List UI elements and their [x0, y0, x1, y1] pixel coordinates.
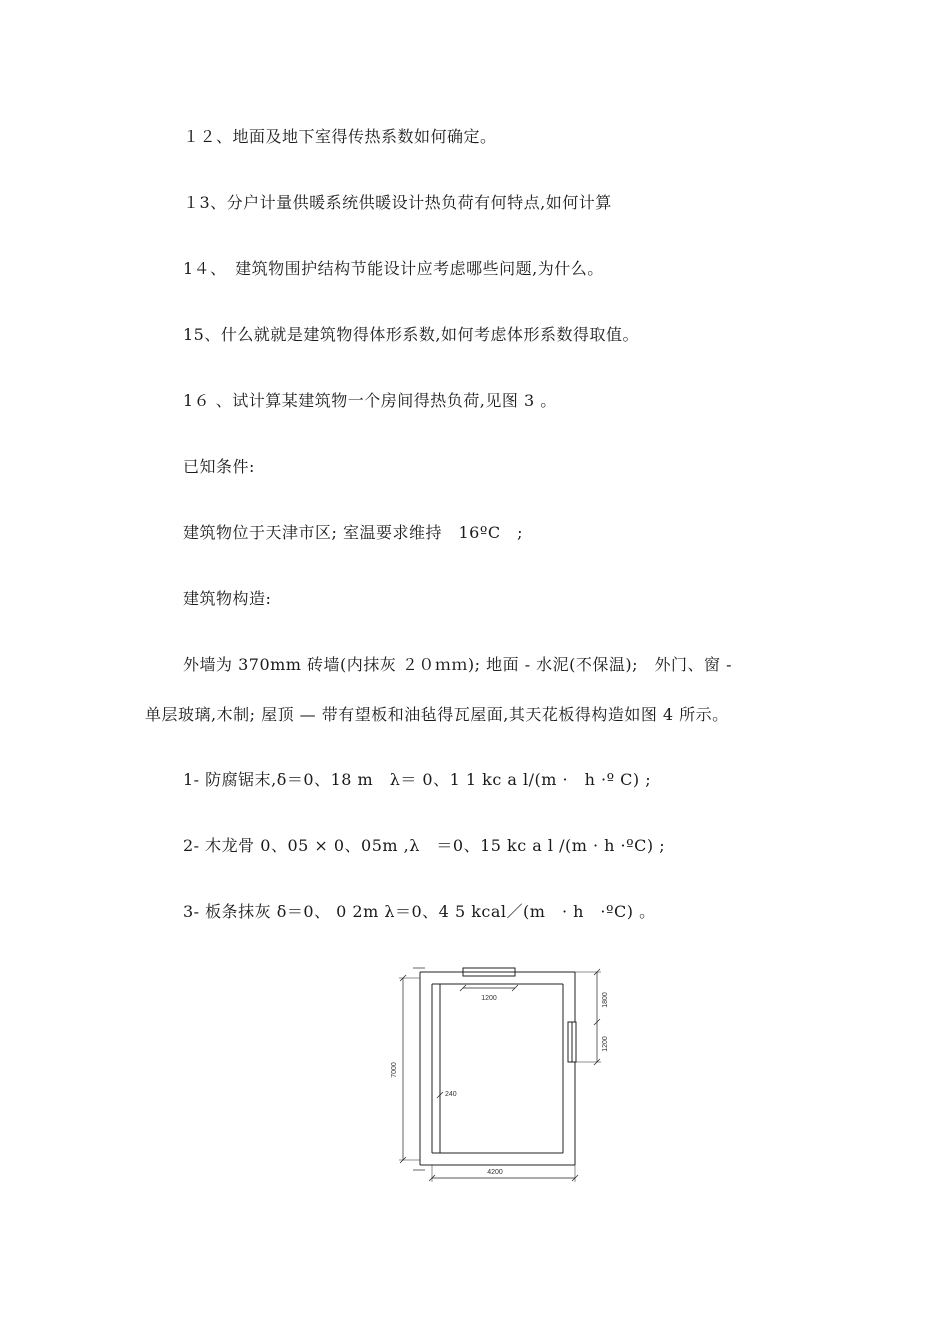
- layer-3-line: 3- 板条抹灰 δ＝0、 0 2m λ＝0、4 5 kcal／(m · h ·ºC) 。: [183, 902, 656, 921]
- dim-wall: 240: [445, 1091, 457, 1098]
- dim-left-height: 7000: [391, 1062, 398, 1078]
- question-16: 1６ 、试计算某建筑物一个房间得热负荷,见图 3 。: [183, 391, 557, 410]
- question-14: 1４、 建筑物围护结构节能设计应考虑哪些问题,为什么。: [183, 259, 604, 278]
- construction-heading: 建筑物构造:: [183, 589, 272, 608]
- known-conditions-heading: 已知条件:: [183, 457, 255, 476]
- location-line: 建筑物位于天津市区; 室温要求维持 16ºC ;: [183, 523, 523, 542]
- room-floor-plan: [385, 960, 625, 1185]
- dim-right-upper: 1800: [602, 992, 609, 1008]
- wall-line: 外墙为 370mm 砖墙(内抹灰 ２０ｍｍ); 地面 - 水泥(不保温); 外门、窗 -: [183, 655, 733, 674]
- layer-2-line: 2- 木龙骨 0、05 × 0、05m ,λ ＝0、15 kc a l /(m · h ·ºC) ;: [183, 836, 666, 855]
- roof-line: 单层玻璃,木制; 屋顶 — 带有望板和油毡得瓦屋面,其天花板得构造如图 4 所示。: [145, 705, 729, 724]
- question-15: 15、什么就就是建筑物得体形系数,如何考虑体形系数得取值。: [183, 325, 639, 344]
- question-12: １２、地面及地下室得传热系数如何确定。: [183, 127, 497, 146]
- layer-1-line: 1- 防腐锯末,δ＝0、18 m λ＝ 0、1 1 kc a l/(m · h ·º C) ;: [183, 770, 652, 789]
- dim-right-window: 1200: [602, 1036, 609, 1052]
- question-13: １3、分户计量供暖系统供暖设计热负荷有何特点,如何计算: [183, 193, 612, 212]
- dim-top-window: 1200: [481, 995, 497, 1002]
- dim-bottom-width: 4200: [487, 1169, 503, 1176]
